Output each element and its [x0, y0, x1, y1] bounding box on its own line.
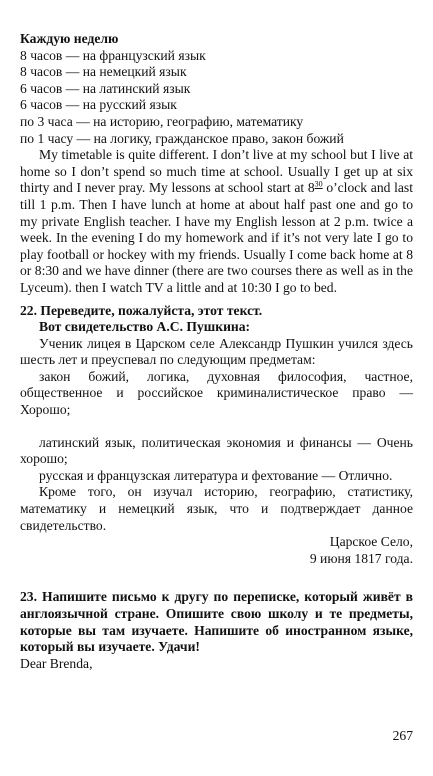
spacer	[20, 419, 413, 435]
exercise-22-subtitle: Вот свидетельство А.С. Пушкина:	[39, 319, 251, 335]
exercise-23-title: 23. Напишите письмо к другу по переписке, который живёт в англоязычной стране. Опишите свою школу и те предметы, которые вы там изучаете. Напишите об иностранном языке, который вы изучаете. Удачи!	[20, 589, 413, 655]
certificate-subjects-very-good: латинский язык, политическая экономия и финансы — Очень хорошо;	[20, 434, 413, 467]
certificate-subjects-good: закон божий, логика, духовная философия, частное, общественное и российское криминалистическое право — Хорошо;	[20, 368, 413, 418]
letter-greeting: Dear Brenda,	[20, 655, 93, 671]
timetable-text-end: o’clock and last till 1 p.m. Then I have lunch at home at about half past one and go to my private English teacher. I have my English lesson at 2 p.m. twice a week. In the evening I do my homework and if it’s not very late I go to play football or hockey with my friends. Usually I come back home at 8 or 8:30 and we have dinner (there are two courses there as well as in the Lyceum). then I watch TV a little and at 10:30 I go to bed.	[20, 180, 413, 295]
timetable-text-start: My timetable is quite different. I don’t live at my school but I live at home so I don’t spend so much time at school. Usually I get up at six thirty and I never pray. My lessons at school start at 8	[20, 147, 413, 196]
page-number: 267	[392, 728, 413, 743]
schedule-item: 8 часов — на французский язык	[20, 47, 206, 63]
certificate-closing: Кроме того, он изучал историю, географию, статистику, математику и немецкий язык, что и подтверждает данное свидетельство.	[20, 484, 413, 533]
schedule-item: по 3 часа — на историю, географию, математику	[20, 113, 304, 129]
spacer	[20, 567, 413, 589]
time-superscript: 30	[314, 179, 323, 189]
certificate-intro: Ученик лицея в Царском селе Александр Пушкин учился здесь шесть лет и преуспевал по следующим предметам:	[20, 335, 413, 368]
timetable-paragraph	[20, 147, 413, 296]
schedule-title: Каждую неделю	[20, 31, 119, 46]
page-content	[20, 31, 413, 672]
schedule-item: 6 часов — на латинский язык	[20, 80, 191, 96]
schedule-item: 6 часов — на русский язык	[20, 97, 177, 113]
certificate-date: 9 июня 1817 года.	[309, 550, 413, 566]
certificate-place: Царское Село,	[329, 534, 413, 550]
schedule-item: по 1 часу — на логику, гражданское право, закон божий	[20, 130, 344, 146]
certificate-subjects-excellent: русская и французская литература и фехтование — Отлично.	[39, 467, 393, 483]
schedule-item: 8 часов — на немецкий язык	[20, 64, 187, 80]
exercise-22-title: 22. Переведите, пожалуйста, этот текст.	[20, 302, 263, 318]
